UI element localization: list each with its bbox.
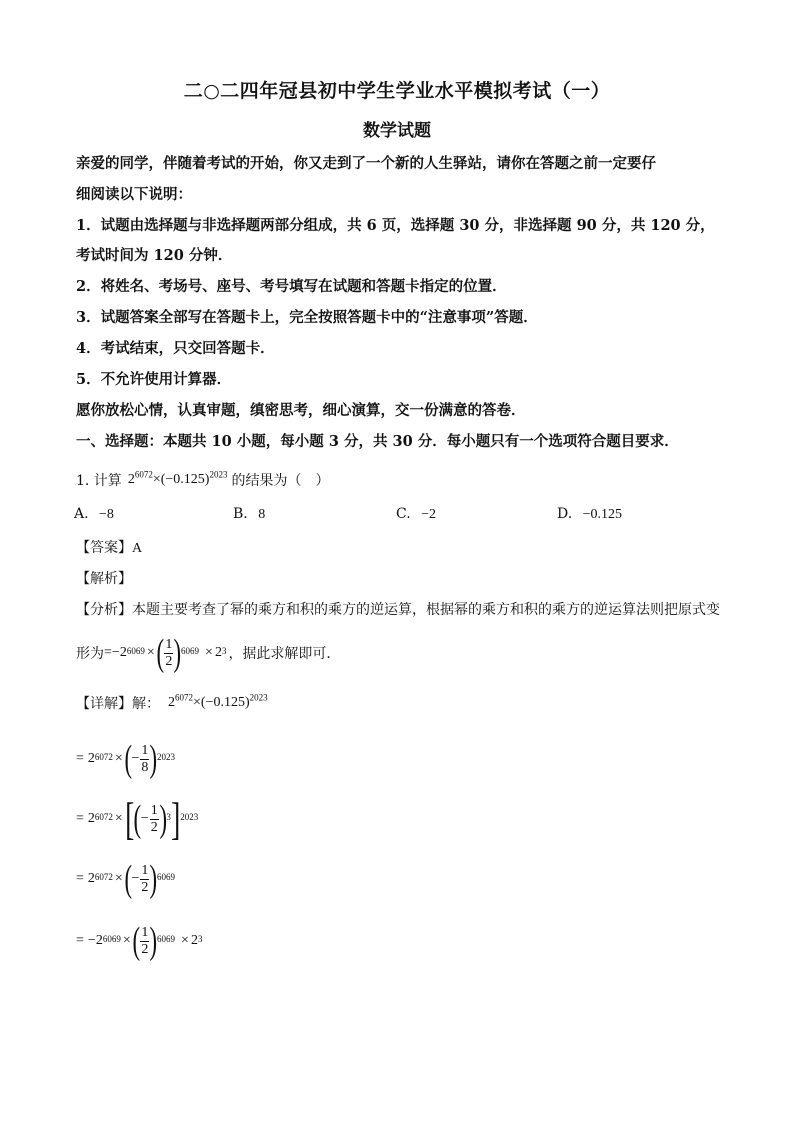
solution-step-1: = 2 6072 × ( − $\frac{1}{8}$ ) 2023 xyxy=(76,738,176,780)
fenxi-label: 【分析】 xyxy=(76,602,132,618)
wish-line: 愿你放松心情，认真审题，缜密思考，细心演算，交一份满意的答卷． xyxy=(76,402,526,419)
section-heading: 一、选择题：本题共 10 小题，每小题 3 分，共 30 分．每小题只有一个选项符合题目要求． xyxy=(76,433,679,450)
question-suffix: 的结果为（ ） xyxy=(231,473,330,489)
rule-1-cont: 考试时间为 120 分钟． xyxy=(76,247,233,264)
fenxi-line-2: 形为 = − 2 6069 × ( $\frac{1}{2}$ ) 6069 × 2 3 ，据此求解即可． xyxy=(76,632,341,674)
rule-1: 1．试题由选择题与非选择题两部分组成，共 6 页，选择题 30 分，非选择题 90 分，共 120 分， xyxy=(76,217,715,234)
solution-step-3: = 2 6072 × ( − $\frac{1}{2}$ ) 6069 xyxy=(76,858,176,900)
fenxi-text: 本题主要考查了幂的乘方和积的乘方的逆运算，根据幂的乘方和积的乘方的逆运算法则把原式变 xyxy=(132,602,720,618)
option-c: C. −2 xyxy=(396,506,437,522)
question-prefix: 1. 计算 xyxy=(76,473,122,489)
xiangjie-line: 【详解】 解： $2^{6072}\times(-0.125)^{2023}$ xyxy=(76,692,268,712)
option-a: A. −8 xyxy=(74,506,114,522)
answer-line xyxy=(76,537,142,557)
solution-step-2: = 2 6072 × [ ( − $\frac{1}{2}$ ) 3 ] 2023 xyxy=(76,793,199,844)
question-expression: $2^{6072}\times(-0.125)^{2023}$ xyxy=(127,469,228,487)
rule-3: 3．试题答案全部写在答题卡上，完全按照答题卡中的“注意事项”答题． xyxy=(76,309,538,326)
fenxi-formula: = − 2 6069 × ( $\frac{1}{2}$ ) 6069 × 2 3 xyxy=(104,632,227,674)
answer-value: A xyxy=(132,541,143,556)
rule-2: 2．将姓名、考场号、座号、考号填写在试题和答题卡指定的位置． xyxy=(76,278,507,295)
rule-5: 5．不允许使用计算器． xyxy=(76,371,232,388)
intro-line-2: 细阅读以下说明： xyxy=(76,186,192,203)
analysis-label: 【解析】 xyxy=(76,571,132,587)
xiangjie-label: 【详解】 xyxy=(76,696,132,712)
solution-step-4: = − 2 6069 × ( $\frac{1}{2}$ ) 6069 × 2 3 xyxy=(76,920,203,962)
option-b: B. 8 xyxy=(233,506,266,522)
question-1 xyxy=(76,470,329,490)
page-title: 二○二四年冠县初中学生学业水平模拟考试（一） xyxy=(183,80,611,102)
answer-label: 【答案】 xyxy=(76,540,132,556)
intro-line-1: 亲爱的同学，伴随着考试的开始，你又走到了一个新的人生驿站，请你在答题之前一定要仔 xyxy=(76,155,656,172)
rule-4: 4．考试结束，只交回答题卡． xyxy=(76,340,275,357)
option-d: D. −0.125 xyxy=(557,506,623,522)
xiangjie-expression: $2^{6072}\times(-0.125)^{2023}$ xyxy=(168,692,268,710)
page-subtitle: 数学试题 xyxy=(363,121,431,141)
fenxi-line-1 xyxy=(76,599,720,619)
